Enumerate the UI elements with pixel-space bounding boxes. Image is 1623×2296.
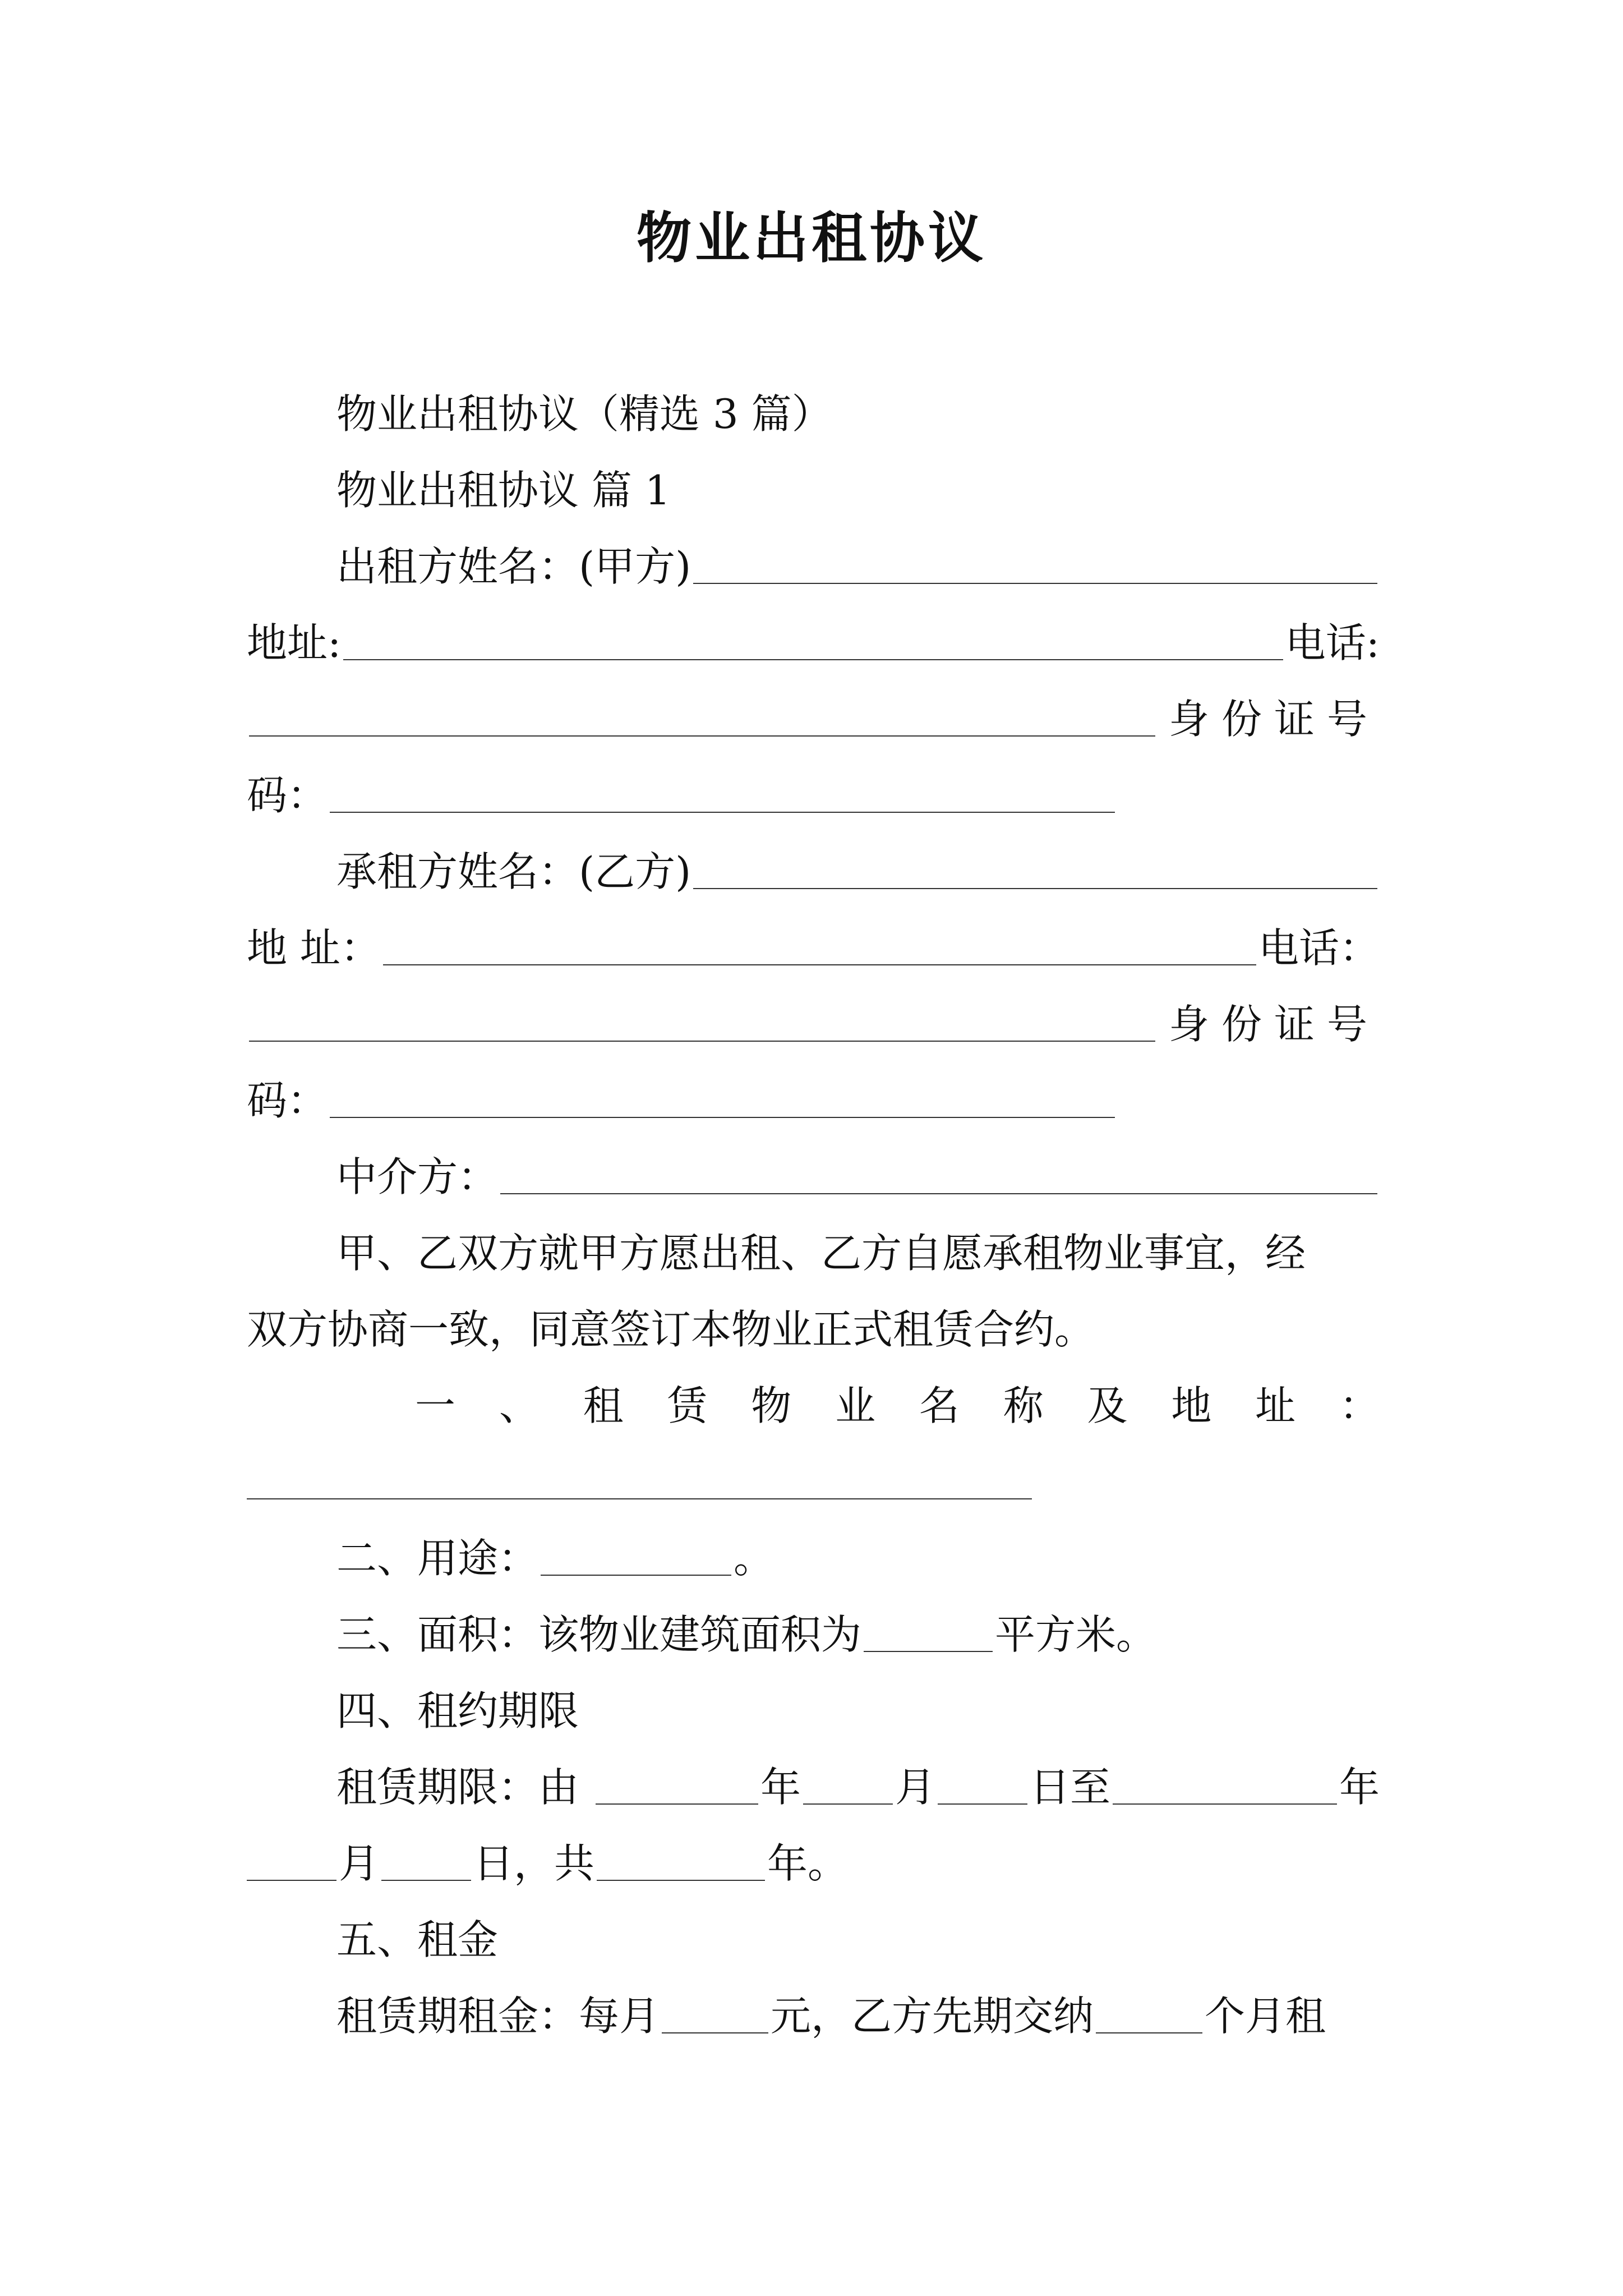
item1-blank-line bbox=[247, 1444, 1380, 1520]
item1-line bbox=[247, 1368, 1380, 1444]
item1-char: ： bbox=[1339, 1382, 1380, 1429]
lessor-phone-line bbox=[247, 681, 1380, 757]
intro-line-1 bbox=[247, 1215, 1380, 1291]
lessor-name-blank[interactable] bbox=[693, 549, 1377, 584]
lessor-label: 出租方姓名：(甲方) bbox=[336, 543, 691, 590]
rent-line bbox=[247, 1978, 1380, 2054]
term-line-1 bbox=[247, 1749, 1380, 1825]
agent-label: 中介方： bbox=[336, 1153, 499, 1200]
term-years-end: 年。 bbox=[767, 1840, 849, 1887]
lessee-phone-blank[interactable] bbox=[249, 1007, 1155, 1042]
subtitle-line bbox=[247, 376, 1380, 452]
total-years-blank[interactable] bbox=[597, 1846, 765, 1881]
property-address-blank[interactable] bbox=[247, 1465, 1032, 1499]
lessee-label: 承租方姓名：(乙方) bbox=[336, 848, 691, 895]
monthly-rent-blank[interactable] bbox=[662, 1999, 768, 2033]
lessee-address-line bbox=[247, 910, 1380, 986]
section-heading-line bbox=[247, 452, 1380, 528]
lessee-address-blank[interactable] bbox=[383, 931, 1256, 965]
intro-text-2: 双方协商一致，同意签订本物业正式租赁合约。 bbox=[247, 1306, 1095, 1353]
lessee-phone-line bbox=[247, 986, 1380, 1062]
lessee-id-line bbox=[247, 1062, 1380, 1139]
lessee-line bbox=[247, 834, 1380, 910]
lessee-id-blank[interactable] bbox=[330, 1083, 1115, 1118]
item1-char: 称 bbox=[1003, 1382, 1044, 1429]
item1-char: 地 bbox=[1171, 1382, 1212, 1429]
address-label-2: 地 址： bbox=[247, 924, 381, 972]
lessee-name-blank[interactable] bbox=[693, 854, 1377, 889]
item1-char: 址 bbox=[1255, 1382, 1296, 1429]
item1-char: 赁 bbox=[667, 1382, 708, 1429]
item1-char: 业 bbox=[835, 1382, 876, 1429]
item3-line bbox=[247, 1596, 1380, 1673]
item3-label: 三、面积：该物业建筑面积为 bbox=[336, 1611, 862, 1658]
term-line-2 bbox=[247, 1825, 1380, 1902]
start-month-blank[interactable] bbox=[803, 1770, 893, 1805]
item1-char: 及 bbox=[1087, 1382, 1128, 1429]
item1-char: 名 bbox=[919, 1382, 960, 1429]
id-label-1: 身份证号 bbox=[1168, 696, 1380, 743]
section-heading: 物业出租协议 篇 1 bbox=[336, 467, 671, 514]
item2-line bbox=[247, 1520, 1380, 1596]
item1-char: 一 bbox=[415, 1382, 456, 1429]
term-year-2: 年 bbox=[1339, 1764, 1380, 1811]
lessor-address-blank[interactable] bbox=[343, 625, 1283, 660]
area-blank[interactable] bbox=[864, 1617, 993, 1652]
end-month-blank[interactable] bbox=[247, 1846, 336, 1881]
term-label: 租赁期限：由 bbox=[336, 1764, 579, 1811]
lessor-id-line bbox=[247, 757, 1380, 834]
item2-label: 二、用途： bbox=[336, 1535, 539, 1582]
term-day-to: 日至 bbox=[1030, 1764, 1111, 1811]
term-month: 月 bbox=[895, 1764, 936, 1811]
item5-heading: 五、租金 bbox=[336, 1916, 499, 1963]
id-label-2b: 码： bbox=[247, 1077, 328, 1124]
item3-unit: 平方米。 bbox=[995, 1611, 1157, 1658]
phone-label-2: 电话： bbox=[1258, 924, 1380, 972]
rent-end: 个月租 bbox=[1205, 1993, 1326, 2040]
item1-char: 物 bbox=[751, 1382, 792, 1429]
intro-text-1: 甲、乙双方就甲方愿出租、乙方自愿承租物业事宜，经 bbox=[336, 1230, 1306, 1277]
item1-char: 租 bbox=[583, 1382, 624, 1429]
start-year-blank[interactable] bbox=[596, 1770, 758, 1805]
lessor-phone-blank[interactable] bbox=[249, 702, 1155, 737]
subtitle: 物业出租协议（精选 3 篇） bbox=[336, 390, 832, 438]
document-title: 物业出租协议 bbox=[636, 206, 986, 270]
id-label-2: 身份证号 bbox=[1168, 1001, 1380, 1048]
term-year: 年 bbox=[760, 1764, 801, 1811]
address-label-1: 地址: bbox=[247, 619, 342, 666]
usage-blank[interactable] bbox=[541, 1541, 731, 1576]
id-label-1b: 码： bbox=[247, 772, 328, 819]
phone-label-1: 电话: bbox=[1285, 619, 1380, 666]
start-day-blank[interactable] bbox=[938, 1770, 1027, 1805]
lessor-id-blank[interactable] bbox=[330, 778, 1115, 813]
item5-line bbox=[247, 1902, 1380, 1978]
end-day-blank[interactable] bbox=[381, 1846, 471, 1881]
lessor-line bbox=[247, 528, 1380, 605]
term-day-total: 日，共 bbox=[473, 1840, 595, 1887]
agent-line bbox=[247, 1139, 1380, 1215]
item4-line bbox=[247, 1673, 1380, 1749]
end-year-blank[interactable] bbox=[1113, 1770, 1337, 1805]
item2-end: 。 bbox=[734, 1535, 774, 1582]
prepaid-months-blank[interactable] bbox=[1096, 1999, 1202, 2033]
lessor-address-line bbox=[247, 605, 1380, 681]
rent-label: 租赁期租金：每月 bbox=[336, 1993, 660, 2040]
rent-unit: 元，乙方先期交纳 bbox=[771, 1993, 1094, 2040]
intro-line-2 bbox=[247, 1291, 1380, 1368]
term-month-2: 月 bbox=[339, 1840, 380, 1887]
item1-heading bbox=[415, 1368, 1380, 1444]
item4-heading: 四、租约期限 bbox=[336, 1687, 579, 1734]
agent-blank[interactable] bbox=[500, 1159, 1377, 1194]
item1-char: 、 bbox=[499, 1382, 540, 1429]
